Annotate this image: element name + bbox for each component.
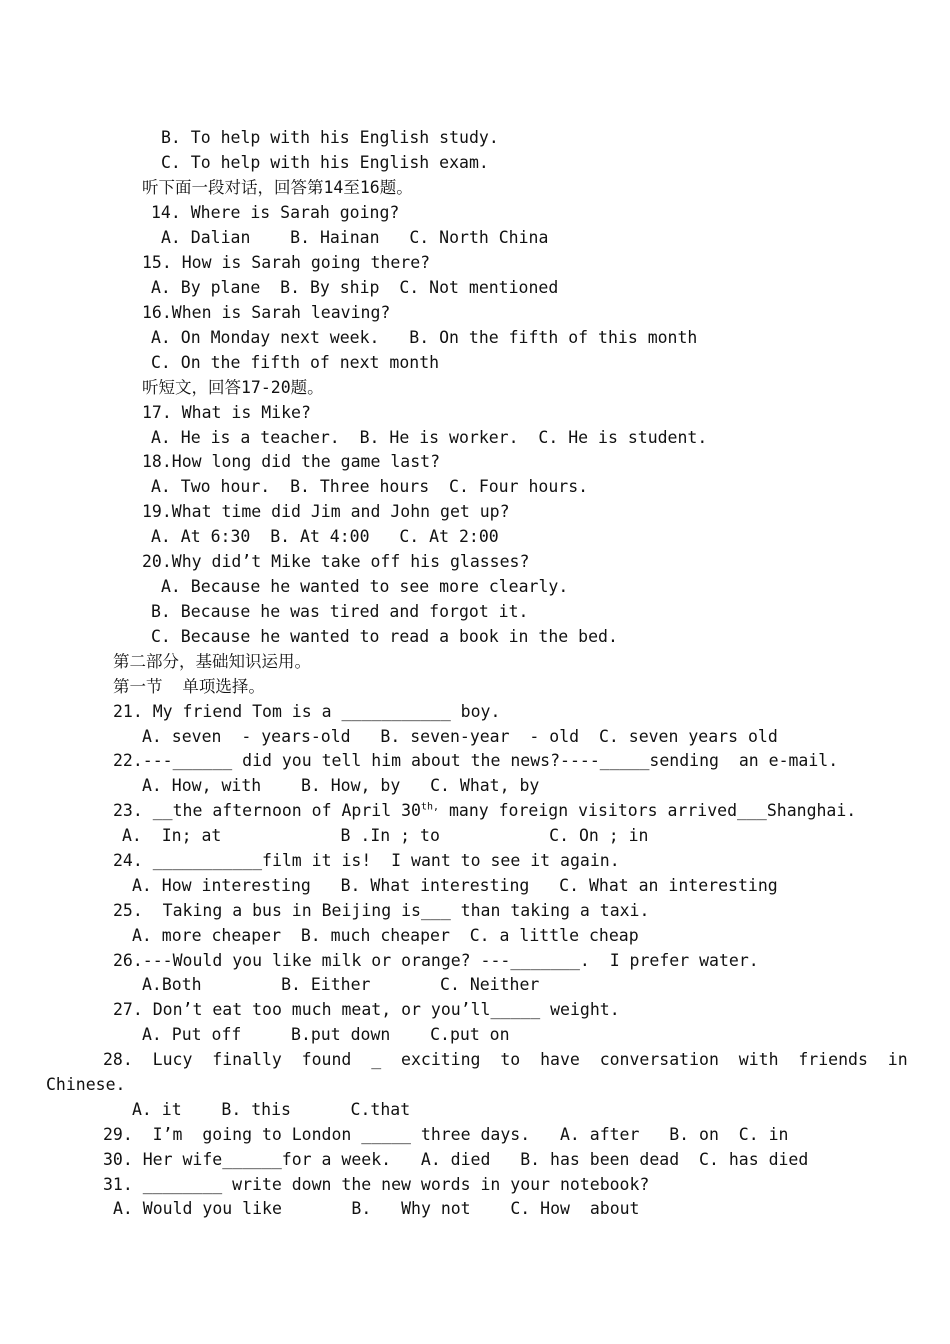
section-instruction-dialogue: 听下面一段对话，回答第14至16题。 — [142, 178, 413, 197]
question-31: 31. ________ write down the new words in your notebook? — [103, 1175, 650, 1194]
q17-options: A. He is a teacher. B. He is worker. C. He is student. — [151, 428, 708, 447]
question-25: 25. Taking a bus in Beijing is___ than taking a taxi. — [113, 901, 650, 920]
question-17: 17. What is Mike? — [142, 403, 311, 422]
question-29: 29. I’m going to London _____ three days. A. after B. on C. in — [103, 1125, 789, 1144]
question-18: 18.How long did the game last? — [142, 452, 441, 471]
q31-options: A. Would you like B. Why not C. How about — [113, 1199, 640, 1218]
question-27: 27. Don’t eat too much meat, or you’ll_____ weight. — [113, 1000, 620, 1019]
part-two-heading: 第二部分，基础知识运用。 — [113, 652, 311, 671]
q23-options: A. In; at B .In ; to C. On ; in — [122, 826, 649, 845]
question-21: 21. My friend Tom is a ___________ boy. — [113, 702, 501, 721]
question-20: 20.Why did’t Mike take off his glasses? — [142, 552, 530, 571]
q19-options: A. At 6:30 B. At 4:00 C. At 2:00 — [151, 527, 499, 546]
q14-options: A. Dalian B. Hainan C. North China — [161, 228, 549, 247]
q15-options: A. By plane B. By ship C. Not mentioned — [151, 278, 559, 297]
section-instruction-passage: 听短文，回答17-20题。 — [142, 378, 324, 397]
q20-option-b: B. Because he was tired and forgot it. — [151, 602, 529, 621]
q18-options: A. Two hour. B. Three hours C. Four hours. — [151, 477, 589, 496]
q21-options: A. seven - years-old B. seven-year - old C. seven years old — [142, 727, 778, 746]
q16-option-c: C. On the fifth of next month — [151, 353, 440, 372]
question-23 — [113, 800, 856, 822]
q16-options-ab: A. On Monday next week. B. On the fifth of this month — [151, 328, 698, 347]
q13-option-b: B. To help with his English study. — [161, 128, 499, 147]
q25-options: A. more cheaper B. much cheaper C. a little cheap — [132, 926, 639, 945]
q23-text-end: many foreign visitors arrived___Shanghai. — [439, 801, 857, 820]
q22-options: A. How, with B. How, by C. What, by — [142, 776, 540, 795]
question-19: 19.What time did Jim and John get up? — [142, 502, 510, 521]
question-24: 24. ___________film it is! I want to see it again. — [113, 851, 620, 870]
q23-superscript: th, — [420, 801, 440, 813]
question-15: 15. How is Sarah going there? — [142, 253, 431, 272]
q20-option-a: A. Because he wanted to see more clearly. — [161, 577, 569, 596]
section-one-heading: 第一节 单项选择。 — [113, 677, 265, 696]
q26-options: A.Both B. Either C. Neither — [142, 975, 540, 994]
question-30: 30. Her wife______for a week. A. died B. has been dead C. has died — [103, 1150, 809, 1169]
question-28: 28. Lucy finally found _ exciting to have conversation with friends in — [103, 1050, 908, 1069]
q24-options: A. How interesting B. What interesting C. What an interesting — [132, 876, 778, 895]
question-28-continued: Chinese. — [46, 1075, 126, 1094]
question-26: 26.---Would you like milk or orange? ---_______. I prefer water. — [113, 951, 759, 970]
q28-options: A. it B. this C.that — [132, 1100, 411, 1119]
question-22: 22.---______ did you tell him about the news?----_____sending an e-mail. — [113, 751, 839, 770]
q13-option-c: C. To help with his English exam. — [161, 153, 489, 172]
q20-option-c: C. Because he wanted to read a book in the bed. — [151, 627, 618, 646]
q27-options: A. Put off B.put down C.put on — [142, 1025, 510, 1044]
q23-text-start: 23. __the afternoon of April 30 — [113, 801, 421, 820]
question-14: 14. Where is Sarah going? — [151, 203, 400, 222]
question-16: 16.When is Sarah leaving? — [142, 303, 391, 322]
